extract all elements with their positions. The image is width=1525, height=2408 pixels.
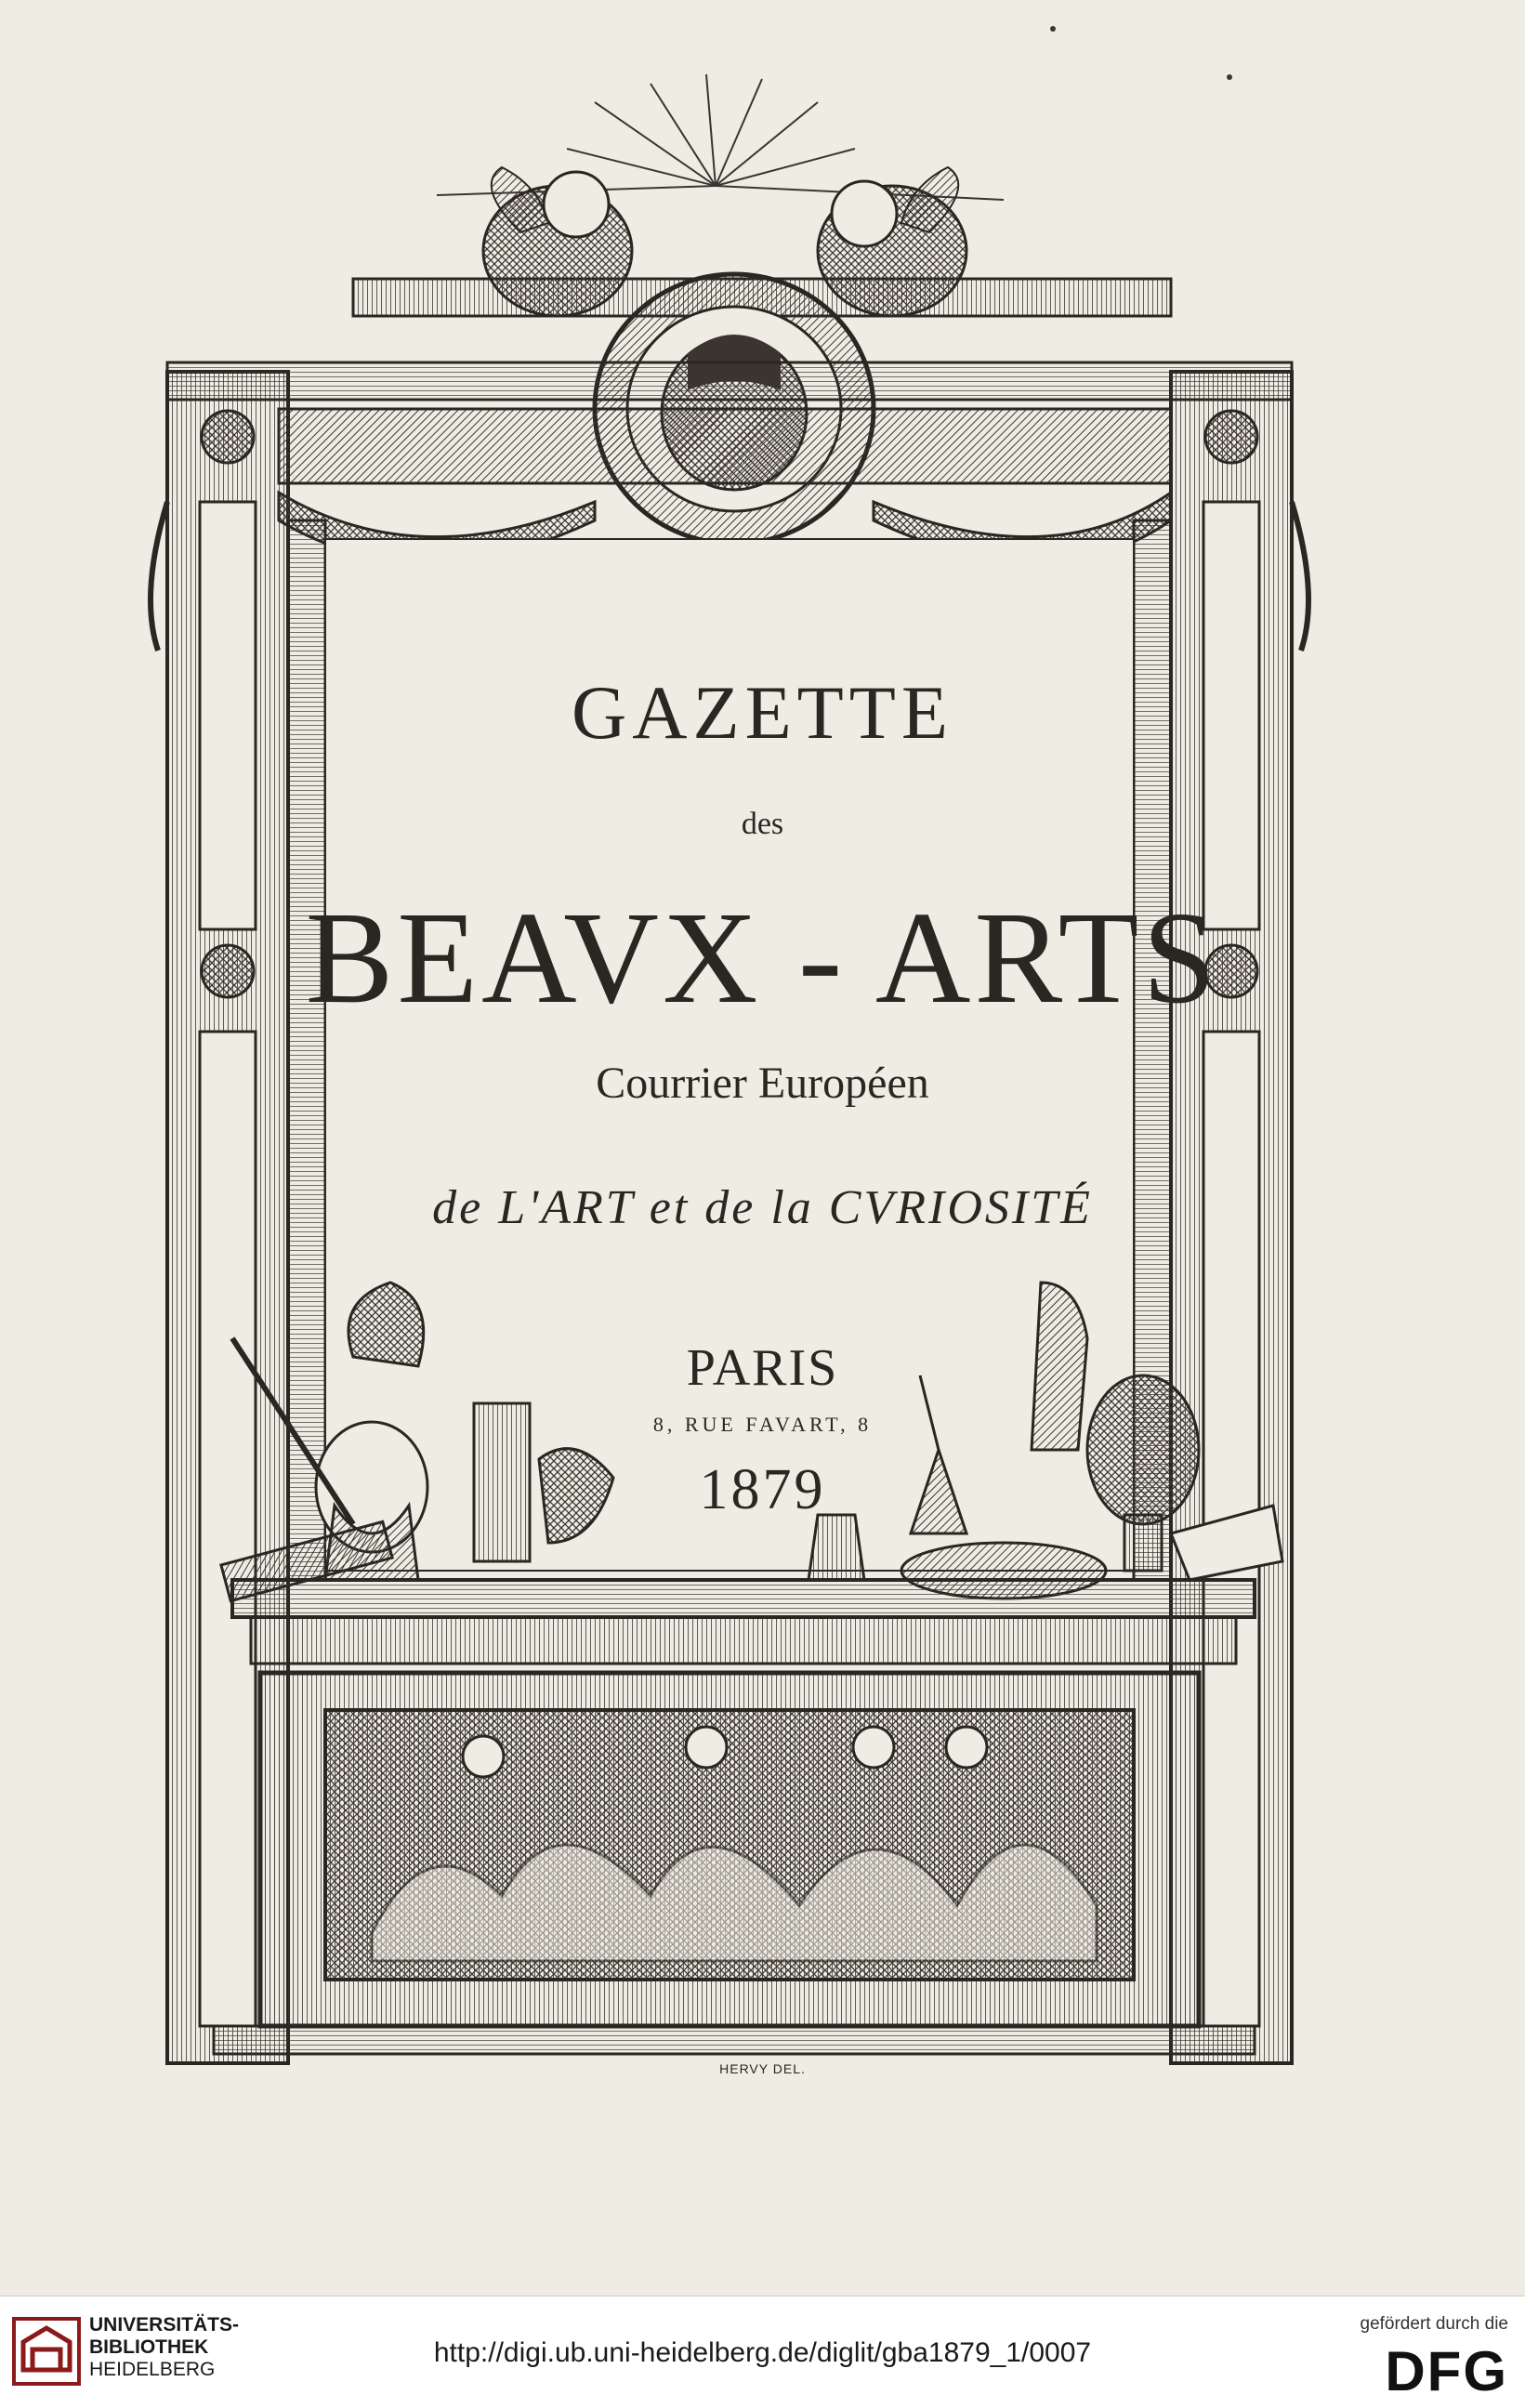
dfg-logo: DFG bbox=[1385, 2340, 1508, 2402]
speck bbox=[1050, 26, 1056, 32]
speck bbox=[1227, 74, 1232, 80]
subtitle-courrier: Courrier Européen bbox=[596, 1059, 929, 1108]
library-line-1: UNIVERSITÄTS- bbox=[89, 2314, 240, 2336]
imprint-city: PARIS bbox=[686, 1339, 839, 1397]
title-des: des bbox=[741, 807, 784, 841]
imprint-year: 1879 bbox=[699, 1458, 826, 1521]
library-line-2: BIBLIOTHEK bbox=[89, 2336, 209, 2358]
funding-label: gefördert durch die bbox=[1360, 2314, 1508, 2334]
title-beaux-arts: BEAVX - ARTS bbox=[305, 884, 1220, 1031]
engraver-credit: HERVY DEL. bbox=[719, 2061, 806, 2076]
subtitle-art-curiosite: de L'ART et de la CVRIOSITÉ bbox=[432, 1181, 1093, 1234]
title-gazette: GAZETTE bbox=[572, 670, 953, 755]
permalink-url[interactable]: http://digi.ub.uni-heidelberg.de/diglit/gba1879_1/0007 bbox=[433, 2337, 1092, 2368]
imprint-address: 8, RUE FAVART, 8 bbox=[652, 1413, 873, 1436]
library-line-3: HEIDELBERG bbox=[89, 2359, 216, 2380]
